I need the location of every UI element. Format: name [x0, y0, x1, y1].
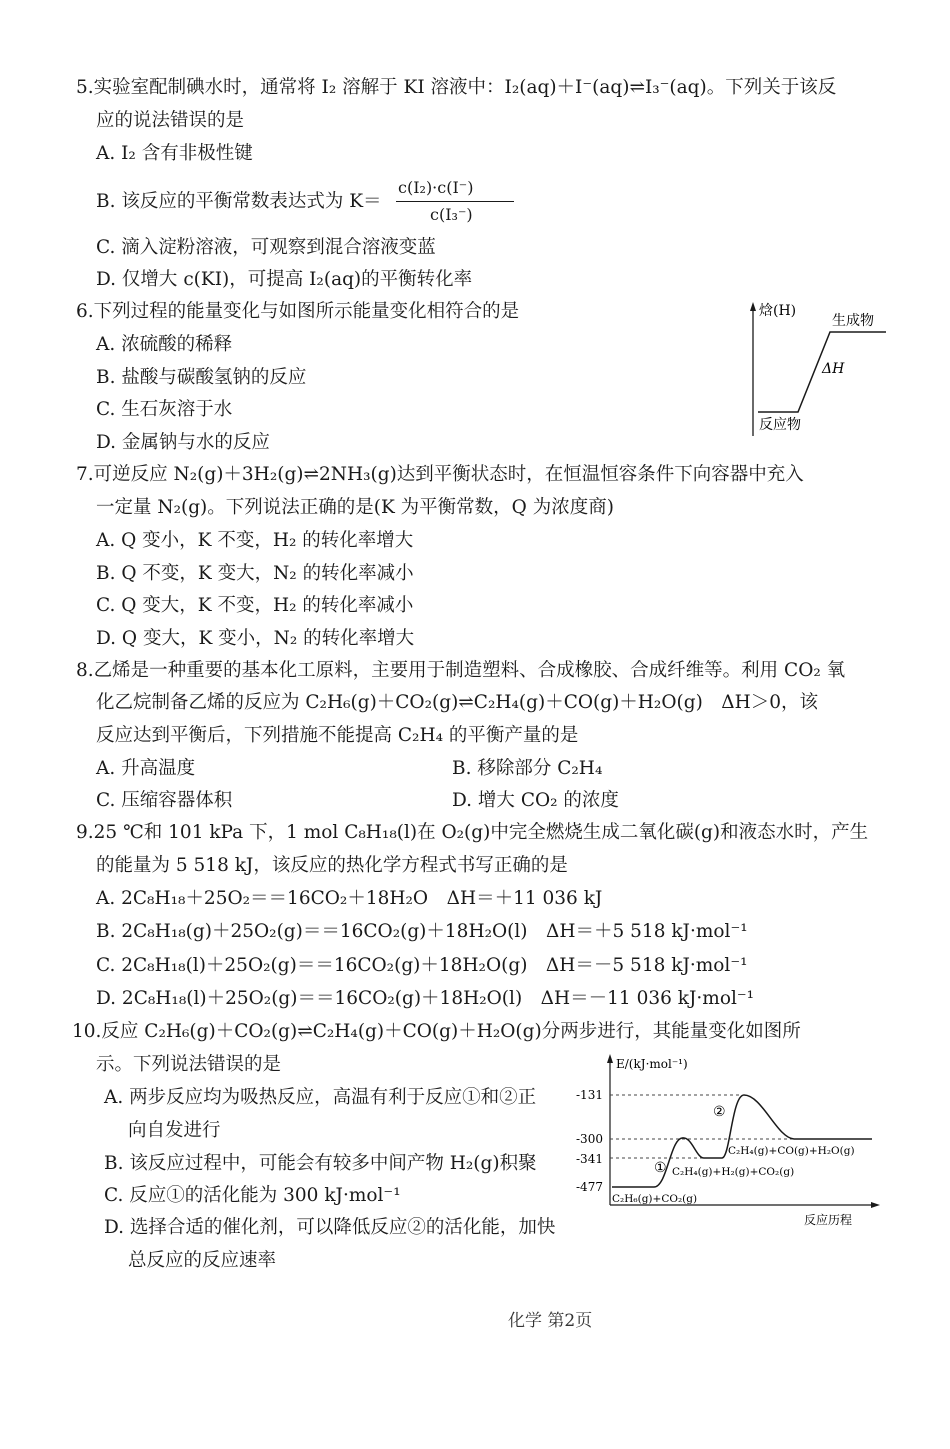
- q5-stem-line2: 应的说法错误的是: [96, 110, 245, 131]
- q8-option-a: A. 升高温度: [96, 758, 196, 779]
- q5-fraction-numerator: c(I₂)·c(I⁻): [398, 178, 474, 197]
- q6-product-label: 生成物: [832, 313, 874, 329]
- q9-option-a: A. 2C₈H₁₈＋25O₂＝＝16CO₂＋18H₂O ΔH＝＋11 036 kJ: [96, 888, 603, 909]
- step-1-marker: ①: [654, 1160, 667, 1176]
- q10-option-b: B. 该反应过程中，可能会有较多中间产物 H₂(g)积聚: [104, 1153, 537, 1174]
- q10-option-d-line1: D. 选择合适的催化剂，可以降低反应②的活化能，加快: [104, 1217, 556, 1238]
- page-footer: 化学 第2页: [508, 1311, 593, 1331]
- q8-stem-line3: 反应达到平衡后，下列措施不能提高 C₂H₄ 的平衡产量的是: [96, 725, 579, 746]
- y-axis-arrow: [750, 302, 756, 311]
- intermediate-species-label: C₂H₄(g)+H₂(g)+CO₂(g): [672, 1166, 795, 1178]
- q5-option-b: B. 该反应的平衡常数表达式为 K＝: [96, 191, 382, 212]
- q7-stem-line2: 一定量 N₂(g)。下列说法正确的是(K 为平衡常数，Q 为浓度商): [96, 497, 614, 518]
- q6-delta-h-label: ΔH: [822, 361, 845, 377]
- q10-option-a-line2: 向自发进行: [128, 1120, 221, 1141]
- q8-option-c: C. 压缩容器体积: [96, 790, 233, 811]
- q7-option-a: A. Q 变小，K 不变，H₂ 的转化率增大: [96, 530, 414, 551]
- q5-option-c: C. 滴入淀粉溶液，可观察到混合溶液变蓝: [96, 237, 436, 258]
- step-2-marker: ②: [713, 1104, 726, 1120]
- start-species-label: C₂H₆(g)+CO₂(g): [612, 1193, 698, 1205]
- x-axis-arrow: [871, 1202, 880, 1208]
- q10-option-a-line1: A. 两步反应均为吸热反应，高温有利于反应①和②正: [104, 1087, 537, 1108]
- q10-stem-line2: 示。下列说法错误的是: [96, 1054, 282, 1075]
- q5-stem-line1: 5.实验室配制碘水时，通常将 I₂ 溶解于 KI 溶液中：I₂(aq)＋I⁻(aq)⇌I₃⁻(aq)。下列关于该反: [76, 77, 837, 98]
- q6-reactant-label: 反应物: [759, 417, 801, 433]
- q9-option-b: B. 2C₈H₁₈(g)＋25O₂(g)＝＝16CO₂(g)＋18H₂O(l) ΔH＝＋5 518 kJ·mol⁻¹: [96, 921, 748, 942]
- q7-stem-line1: 7.可逆反应 N₂(g)＋3H₂(g)⇌2NH₃(g)达到平衡状态时，在恒温恒容条件下向容器中充入: [76, 464, 804, 485]
- q10-energy-figure: [572, 1050, 884, 1228]
- q5-option-d: D. 仅增大 c(KI)，可提高 I₂(aq)的平衡转化率: [96, 269, 473, 290]
- q9-option-d: D. 2C₈H₁₈(l)＋25O₂(g)＝＝16CO₂(g)＋18H₂O(l) ΔH＝－11 036 kJ·mol⁻¹: [96, 988, 755, 1009]
- tick-label-131: -131: [576, 1088, 603, 1102]
- tick-label-341: -341: [576, 1152, 603, 1166]
- end-species-label: C₂H₄(g)+CO(g)+H₂O(g): [728, 1145, 855, 1157]
- q8-stem-line1: 8.乙烯是一种重要的基本化工原料，主要用于制造塑料、合成橡胶、合成纤维等。利用 CO₂ 氧: [76, 660, 846, 681]
- q6-stem: 6.下列过程的能量变化与如图所示能量变化相符合的是: [76, 301, 520, 322]
- q7-option-d: D. Q 变大，K 变小，N₂ 的转化率增大: [96, 628, 415, 649]
- q8-option-d: D. 增大 CO₂ 的浓度: [452, 790, 619, 811]
- q7-option-b: B. Q 不变，K 变大，N₂ 的转化率减小: [96, 563, 414, 584]
- tick-label-477: -477: [576, 1180, 603, 1194]
- q6-enthalpy-figure: [740, 298, 890, 440]
- q10-stem-line1: 10.反应 C₂H₆(g)＋CO₂(g)⇌C₂H₄(g)＋CO(g)＋H₂O(g)分两步进行，其能量变化如图所: [72, 1021, 801, 1042]
- q6-option-b: B. 盐酸与碳酸氢钠的反应: [96, 367, 307, 388]
- q9-option-c: C. 2C₈H₁₈(l)＋25O₂(g)＝＝16CO₂(g)＋18H₂O(g) ΔH＝－5 518 kJ·mol⁻¹: [96, 955, 748, 976]
- q6-option-d: D. 金属钠与水的反应: [96, 432, 270, 453]
- q7-option-c: C. Q 变大，K 不变，H₂ 的转化率减小: [96, 595, 414, 616]
- q10-option-d-line2: 总反应的反应速率: [128, 1250, 277, 1271]
- q10-x-label: 反应历程: [804, 1213, 853, 1227]
- q6-y-label: 焓(H): [759, 303, 797, 319]
- q10-option-c: C. 反应①的活化能为 300 kJ·mol⁻¹: [104, 1185, 401, 1206]
- q6-option-a: A. 浓硫酸的稀释: [96, 334, 233, 355]
- y-axis-arrow: [607, 1054, 613, 1063]
- q8-option-b: B. 移除部分 C₂H₄: [452, 758, 603, 779]
- q6-option-c: C. 生石灰溶于水: [96, 399, 233, 420]
- fraction-bar: [396, 201, 514, 202]
- q10-y-label: E/(kJ·mol⁻¹): [616, 1057, 688, 1071]
- q5-fraction-denominator: c(I₃⁻): [430, 205, 473, 224]
- q9-stem-line2: 的能量为 5 518 kJ，该反应的热化学方程式书写正确的是: [96, 855, 568, 876]
- q9-stem-line1: 9.25 ℃和 101 kPa 下，1 mol C₈H₁₈(l)在 O₂(g)中完全燃烧生成二氧化碳(g)和液态水时，产生: [76, 822, 869, 843]
- q5-option-a: A. I₂ 含有非极性键: [96, 143, 253, 164]
- q8-stem-line2: 化乙烷制备乙烯的反应为 C₂H₆(g)＋CO₂(g)⇌C₂H₄(g)＋CO(g)＋H₂O(g) ΔH＞0，该: [96, 692, 819, 713]
- tick-label-300: -300: [576, 1132, 603, 1146]
